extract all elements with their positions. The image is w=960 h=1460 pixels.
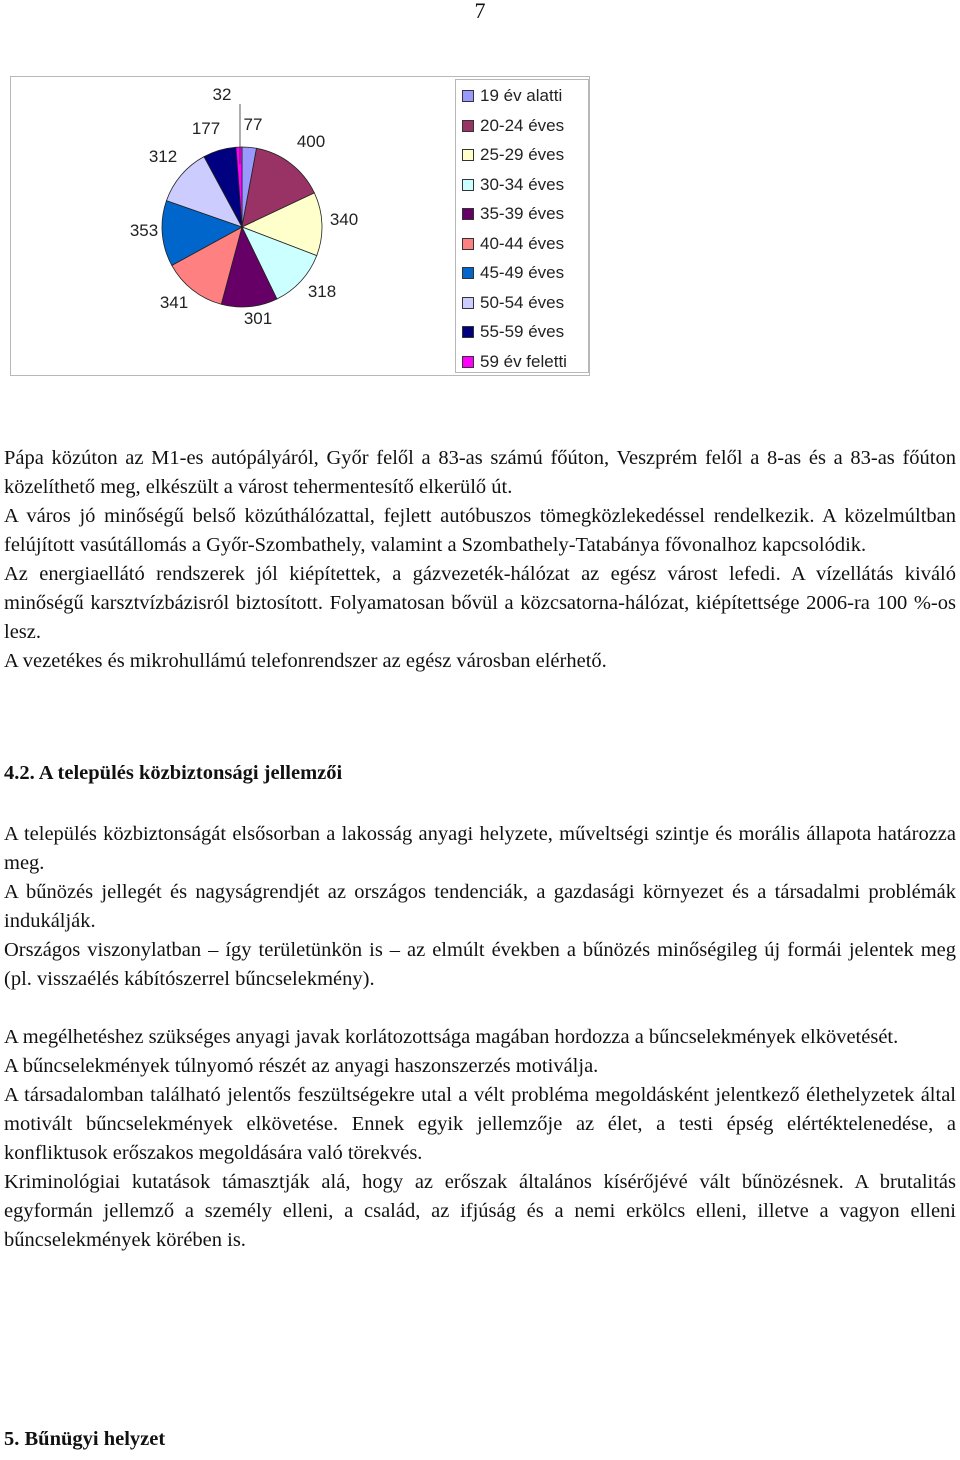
legend-label: 55-59 éves [480, 322, 565, 341]
data-label: 32 [212, 85, 232, 104]
paragraph: A vezetékes és mikrohullámú telefonrendszer az egész városban elérhető. [4, 650, 607, 672]
paragraph: Az energiaellátó rendszerek jól kiépítettek, a gázvezeték-hálózat az egész várost lefedi. A vízellátás kiváló minőségű karsztvízbázisról biztosított. Folyamatosan bővül a közcsatorna-hálózat, kiépítettsége 2006-ra 100 %-os lesz. [4, 563, 956, 643]
data-label: 177 [191, 119, 221, 138]
paragraph: Kriminológiai kutatások támasztják alá, hogy az erőszak általános kísérőjévé vált bűnözésnek. A brutalitás egyformán jellemző a személy elleni, a család, az ifjúság és a nemi erkölcs elleni, illetve a vagyon elleni bűncselekmények körében is. [4, 1171, 956, 1251]
paragraph: A város jó minőségű belső közúthálózattal, fejlett autóbuszos tömegközlekedéssel rendelkezik. A közelmúltban felújított vasútállomás a Győr-Szombathely, valamint a Szombathely-Tatabánya fővonalhoz kapcsolódik. [4, 505, 956, 556]
legend-item [462, 86, 562, 106]
legend-swatch [462, 120, 474, 132]
legend-swatch [462, 267, 474, 279]
data-label: 318 [307, 282, 337, 301]
legend-swatch [462, 326, 474, 338]
paragraph: A társadalomban található jelentős feszültségekre utal a vélt probléma megoldásként jelentkező élethelyzetek által motivált bűncselekmények elkövetése. Ennek egyik jellemzője az élet, a testi épség elértéktelenedése, a konfliktusok erőszakos megoldására való törekvés. [4, 1084, 956, 1164]
legend-swatch [462, 356, 474, 368]
legend-label: 50-54 éves [480, 292, 565, 312]
legend-item [462, 175, 564, 195]
paragraph: Pápa közúton az M1-es autópályáról, Győr felől a 83-as számú főúton, Veszprém felől a 8-as és a 83-as főúton közelíthető meg, elkészült a várost tehermentesítő elkerülő út. [4, 447, 956, 498]
next-section-heading: 5. Bűnügyi helyzet [4, 1428, 166, 1450]
legend-label: 40-44 éves [480, 233, 565, 253]
chart-legend [455, 79, 589, 373]
paragraph: A település közbiztonságát elsősorban a lakosság anyagi helyzete, műveltségi szintje és morális állapota határozza meg. [4, 823, 956, 874]
legend-swatch [462, 238, 474, 250]
legend-item [462, 116, 564, 136]
data-label: 353 [129, 221, 159, 240]
legend-swatch [462, 208, 474, 220]
data-label: 400 [296, 132, 326, 151]
legend-label: 25-29 éves [480, 145, 565, 164]
paragraph: A megélhetéshez szükséges anyagi javak korlátozottsága magában hordozza a bűncselekmények elkövetését. [4, 1026, 899, 1048]
data-label: 77 [243, 115, 263, 134]
legend-swatch [462, 297, 474, 309]
legend-label: 30-34 éves [480, 174, 565, 194]
crime-causes-text [4, 1023, 956, 1255]
pie-chart [10, 76, 590, 376]
data-label: 312 [148, 147, 178, 166]
legend-label: 20-24 éves [480, 115, 565, 135]
data-label: 340 [329, 210, 359, 229]
public-safety-text [4, 820, 956, 994]
legend-item [462, 145, 564, 165]
legend-swatch [462, 90, 474, 102]
legend-item [462, 234, 564, 254]
legend-label: 35-39 éves [480, 204, 565, 223]
data-label: 341 [159, 293, 189, 312]
section-heading: 4.2. A település közbiztonsági jellemzői [4, 762, 343, 784]
legend-label: 59 év feletti [480, 351, 567, 371]
legend-swatch [462, 149, 474, 161]
legend-label: 19 év alatti [480, 86, 563, 105]
legend-item [462, 263, 564, 283]
page-number: 7 [474, 0, 486, 23]
legend-label: 45-49 éves [480, 263, 565, 282]
legend-item [462, 322, 564, 342]
paragraph: Országos viszonylatban – így területünkön is – az elmúlt években a bűnözés minőségileg új formái jelentek meg (pl. visszaélés kábítószerrel bűncselekmény). [4, 939, 956, 990]
legend-item [462, 293, 564, 313]
paragraph: A bűncselekmények túlnyomó részét az anyagi haszonszerzés motiválja. [4, 1055, 599, 1077]
data-label: 301 [243, 309, 273, 328]
legend-item [462, 352, 567, 372]
infrastructure-text [4, 444, 956, 676]
legend-swatch [462, 179, 474, 191]
pie-chart-plot [11, 77, 451, 375]
paragraph: A bűnözés jellegét és nagyságrendjét az országos tendenciák, a gazdasági környezet és a társadalmi problémák indukálják. [4, 881, 956, 932]
legend-item [462, 204, 564, 224]
